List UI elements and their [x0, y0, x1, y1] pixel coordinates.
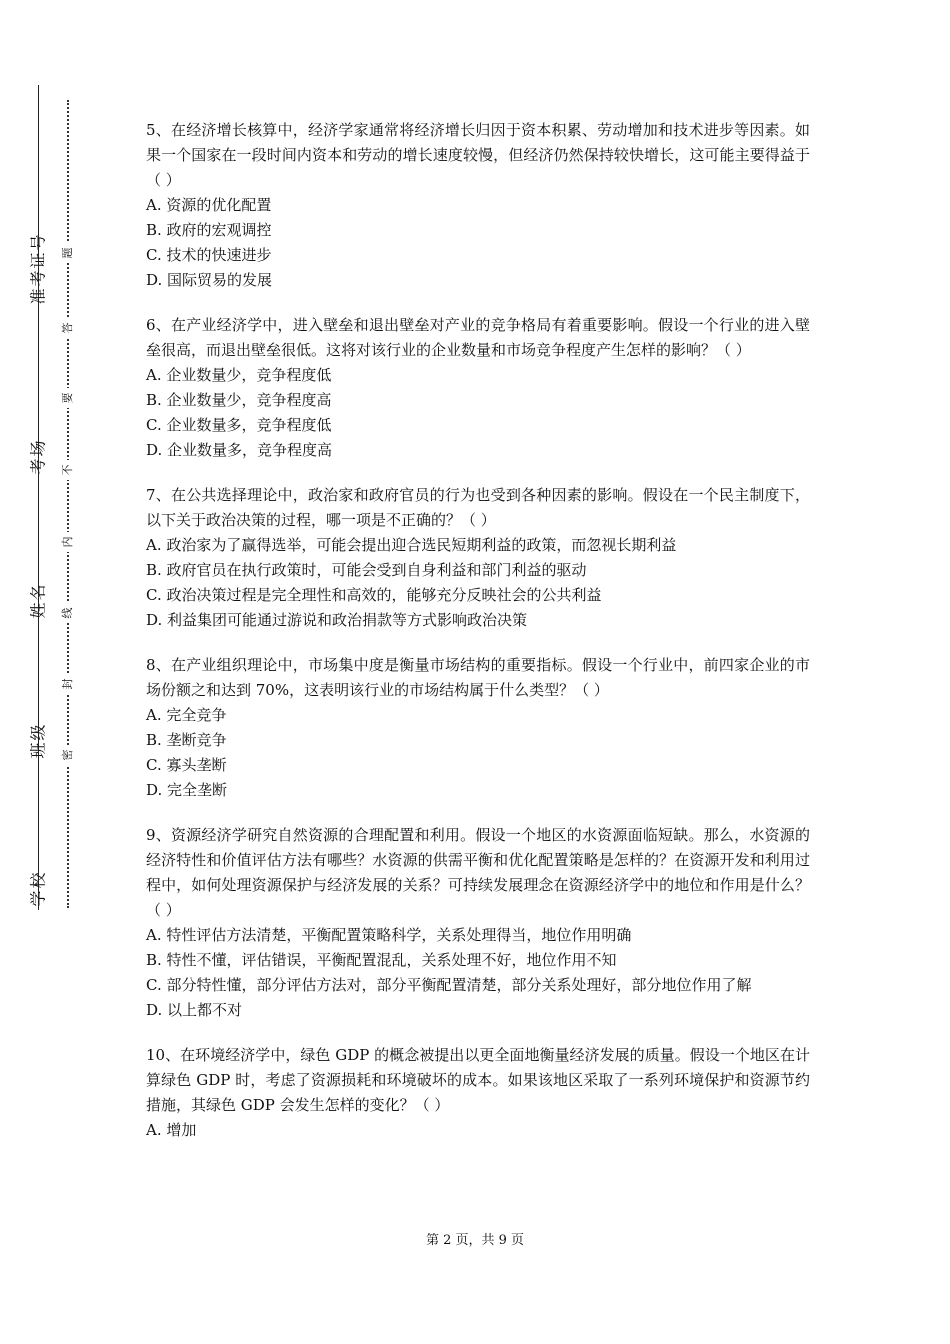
- seal-warning-char: 线: [58, 603, 78, 623]
- question-stem: 5、在经济增长核算中，经济学家通常将经济增长归因于资本积累、劳动增加和技术进步等因素。如果一个国家在一段时间内资本和劳动的增长速度较慢，但经济仍然保持较快增长，这可能主要得益于（ ）: [146, 121, 810, 189]
- question-stem: 8、在产业组织理论中，市场集中度是衡量市场结构的重要指标。假设一个行业中，前四家企业的市场份额之和达到 70%，这表明该行业的市场结构属于什么类型？（ ）: [146, 656, 810, 699]
- question-5: [146, 118, 810, 293]
- option-a: A. 特性评估方法清楚，平衡配置策略科学，关系处理得当，地位作用明确: [146, 926, 632, 944]
- option-d: D. 国际贸易的发展: [146, 271, 273, 289]
- question-stem: 6、在产业经济学中，进入壁垒和退出壁垒对产业的竞争格局有着重要影响。假设一个行业的进入壁垒很高，而退出壁垒很低。这将对该行业的企业数量和市场竞争程度产生怎样的影响？（ ）: [146, 316, 810, 359]
- question-8: [146, 653, 810, 803]
- option-b: B. 垄断竞争: [146, 731, 227, 749]
- question-stem: 9、资源经济学研究自然资源的合理配置和利用。假设一个地区的水资源面临短缺。那么，水资源的经济特性和价值评估方法有哪些？水资源的供需平衡和优化配置策略是怎样的？在资源开发和利用过程中，如何处理资源保护与经济发展的关系？可持续发展理念在资源经济学中的地位和作用是什么？（ ）: [146, 826, 810, 919]
- seal-warning-char: 题: [58, 243, 78, 263]
- exam-room-label: 考场: [28, 438, 48, 475]
- binding-solid-line: [38, 85, 39, 910]
- option-b: B. 特性不懂，评估错误，平衡配置混乱，关系处理不好，地位作用不知: [146, 951, 617, 969]
- option-a: A. 增加: [146, 1121, 197, 1139]
- question-10: [146, 1043, 810, 1143]
- option-c: C. 政治决策过程是完全理性和高效的，能够充分反映社会的公共利益: [146, 586, 602, 604]
- exam-number-label: 准考证号: [28, 232, 48, 305]
- page-number: 第 2 页，共 9 页: [425, 1233, 525, 1248]
- question-stem: 10、在环境经济学中，绿色 GDP 的概念被提出以更全面地衡量经济发展的质量。假设一个地区在计算绿色 GDP 时，考虑了资源损耗和环境破坏的成本。如果该地区采取了一系列环境保护和资源节约措施，其绿色 GDP 会发生怎样的变化？（ ）: [146, 1046, 810, 1114]
- option-a: A. 企业数量少，竞争程度低: [146, 366, 332, 384]
- option-d: D. 以上都不对: [146, 1001, 243, 1019]
- option-b: B. 政府的宏观调控: [146, 221, 272, 239]
- option-d: D. 企业数量多，竞争程度高: [146, 441, 333, 459]
- option-d: D. 完全垄断: [146, 781, 228, 799]
- binding-margin: [0, 0, 110, 1344]
- question-list: [146, 118, 810, 1163]
- question-stem: 7、在公共选择理论中，政治家和政府官员的行为也受到各种因素的影响。假设在一个民主制度下，以下关于政治决策的过程，哪一项是不正确的？（ ）: [146, 486, 810, 529]
- seal-warning-char: 答: [58, 318, 78, 338]
- option-a: A. 政治家为了赢得选举，可能会提出迎合选民短期利益的政策，而忽视长期利益: [146, 536, 677, 554]
- seal-warning-char: 要: [58, 388, 78, 408]
- option-c: C. 部分特性懂，部分评估方法对，部分平衡配置清楚，部分关系处理好，部分地位作用了解: [146, 976, 752, 994]
- question-6: [146, 313, 810, 463]
- seal-warning-char: 密: [58, 745, 78, 765]
- option-c: C. 技术的快速进步: [146, 246, 272, 264]
- option-b: B. 政府官员在执行政策时，可能会受到自身利益和部门利益的驱动: [146, 561, 587, 579]
- seal-dotted-line: [67, 100, 69, 908]
- name-label: 姓名: [28, 582, 48, 619]
- option-a: A. 资源的优化配置: [146, 196, 272, 214]
- seal-warning-char: 不: [58, 460, 78, 480]
- class-label: 班级: [28, 722, 48, 759]
- seal-warning-char: 内: [58, 532, 78, 552]
- option-b: B. 企业数量少，竞争程度高: [146, 391, 332, 409]
- option-c: C. 企业数量多，竞争程度低: [146, 416, 332, 434]
- seal-warning-char: 封: [58, 674, 78, 694]
- option-d: D. 利益集团可能通过游说和政治捐款等方式影响政治决策: [146, 611, 528, 629]
- question-7: [146, 483, 810, 633]
- school-label: 学校: [28, 870, 48, 907]
- question-9: [146, 823, 810, 1023]
- option-c: C. 寡头垄断: [146, 756, 227, 774]
- option-a: A. 完全竞争: [146, 706, 227, 724]
